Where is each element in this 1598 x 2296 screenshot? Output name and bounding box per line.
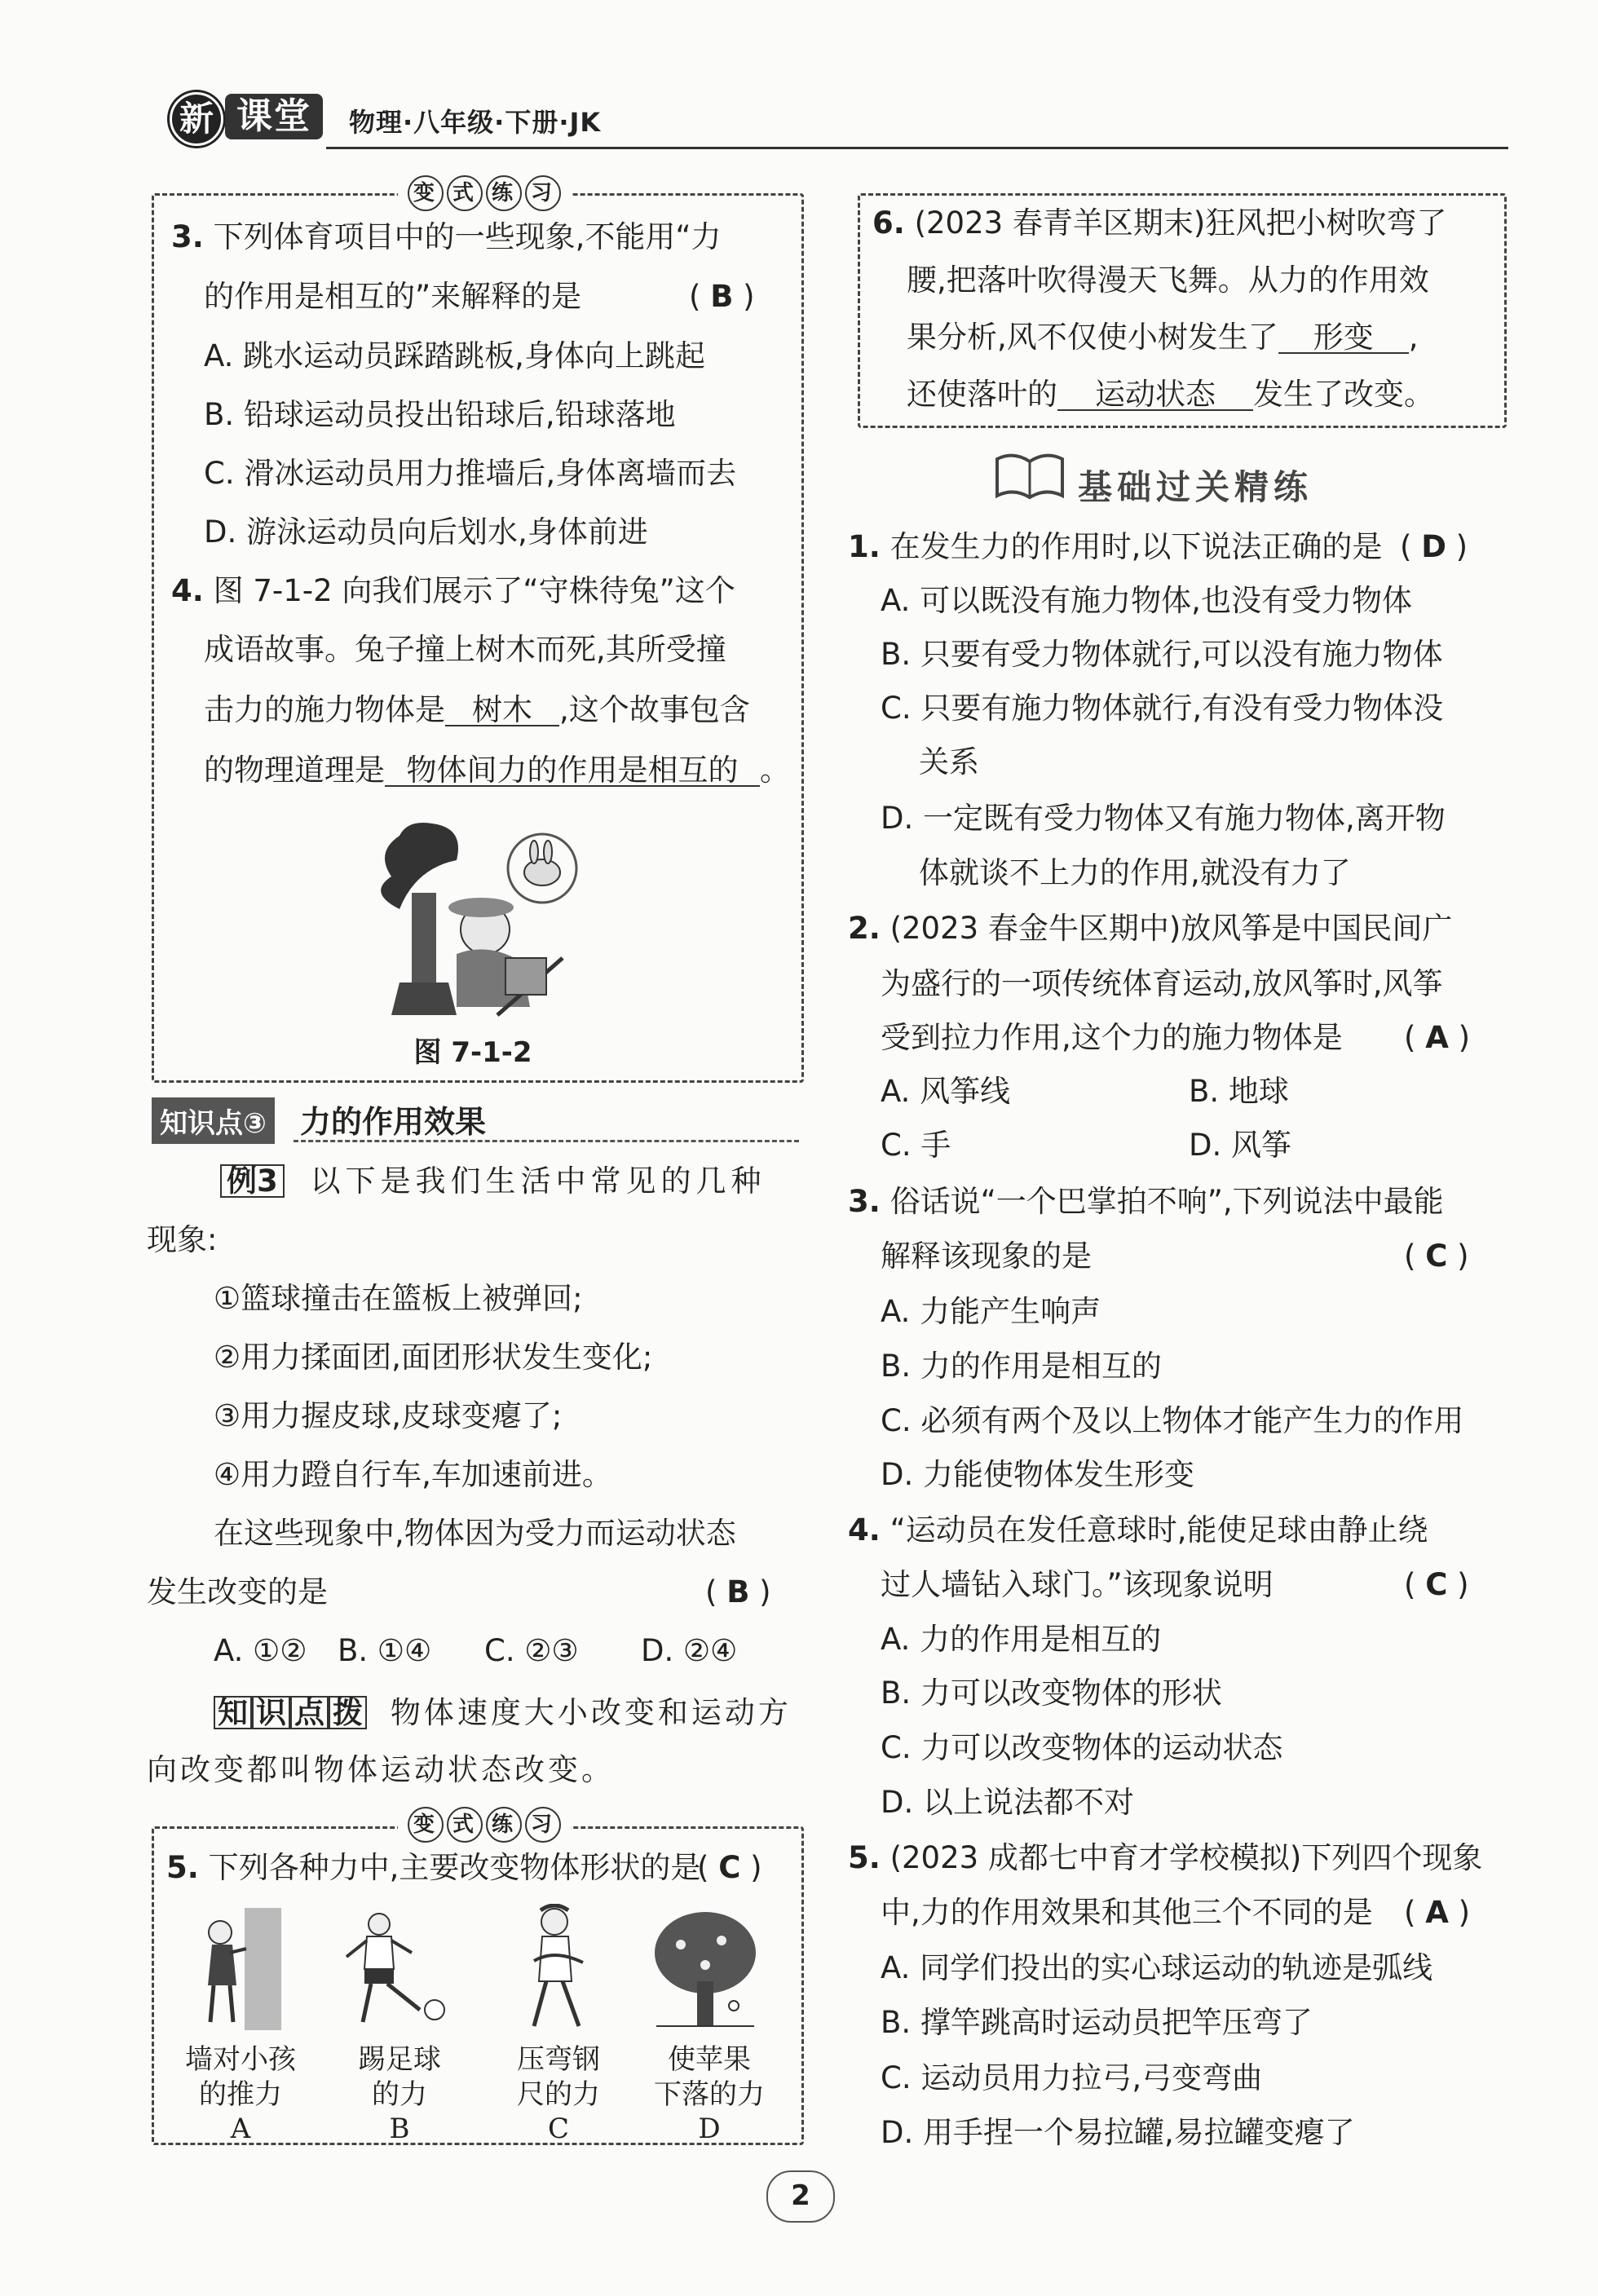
basic-q2-option-d: D. 风筝 <box>1189 1128 1292 1163</box>
basic-q2-option-b: B. 地球 <box>1189 1074 1289 1109</box>
basic-q4-line2: 过人墙钻入球门。”该现象说明 <box>881 1567 1274 1602</box>
figure-rabbit-tree-illustration <box>367 819 587 1023</box>
question-6-line1: 6. (2023 春青羊区期末)狂风把小树吹弯了 <box>872 205 1447 241</box>
option-d-caption: 使苹果 下落的力 D <box>654 2043 765 2145</box>
book-subtitle: 物理·八年级·下册·JK <box>349 107 602 138</box>
option-c-caption: 压弯钢 尺的力 C <box>517 2043 600 2145</box>
question-4-blank-1: 树木 <box>445 695 559 726</box>
basic-q3-option-b: B. 力的作用是相互的 <box>881 1349 1162 1384</box>
basic-q2-option-a: A. 风筝线 <box>881 1074 1011 1109</box>
example-3-option-a: A. ①② <box>214 1633 307 1668</box>
question-4-blank-2: 物体间力的作用是相互的 <box>385 755 760 787</box>
basic-q5-line1: 5. (2023 成都七中育才学校模拟)下列四个现象 <box>848 1840 1483 1875</box>
knowledge-tip-line2: 向改变都叫物体运动状态改变。 <box>147 1752 615 1787</box>
basic-q1-text: 1. 在发生力的作用时,以下说法正确的是 <box>848 529 1383 564</box>
example-3-line3: 在这些现象中,物体因为受力而运动状态 <box>214 1516 736 1551</box>
question-4-line2: 成语故事。兔子撞上树木而死,其所受撞 <box>204 632 726 667</box>
question-3-option-c: C. 滑冰运动员用力推墙后,身体离墙而去 <box>204 456 737 491</box>
option-c-bend-ruler-illustration <box>510 1904 607 2030</box>
question-4-line3: 击力的施力物体是 树木 ,这个故事包含 <box>204 692 750 727</box>
example-3-item-1: ①篮球撞击在篮板上被弹回; <box>214 1281 583 1316</box>
example-3-item-3: ③用力握皮球,皮球变瘪了; <box>214 1398 563 1433</box>
basic-q5-option-d: D. 用手捏一个易拉罐,易拉罐变瘪了 <box>881 2115 1355 2150</box>
variant-practice-title-2: 变 式 练 习 <box>398 1807 571 1843</box>
knowledge-point-tag: 知识点③ <box>152 1097 275 1144</box>
basic-q1-option-c-cont: 关系 <box>919 744 979 779</box>
basic-q4-option-c: C. 力可以改变物体的运动状态 <box>881 1730 1283 1765</box>
question-6-line4: 还使落叶的 运动状态 发生了改变。 <box>907 377 1434 412</box>
example-3-line4: 发生改变的是 <box>147 1574 328 1609</box>
basic-q4-option-a: A. 力的作用是相互的 <box>881 1622 1162 1657</box>
basic-q5-option-c: C. 运动员用力拉弓,弓变弯曲 <box>881 2060 1263 2095</box>
basic-q5-option-b: B. 撑竿跳高时运动员把竿压弯了 <box>881 2005 1313 2040</box>
option-b-caption: 踢足球 的力 B <box>358 2043 441 2145</box>
example-3-answer: ( B ) <box>705 1574 771 1609</box>
basic-q3-answer: ( C ) <box>1404 1239 1469 1274</box>
question-6-blank-1: 形变 <box>1278 322 1409 354</box>
basic-q1-option-c: C. 只要有施力物体就行,有没有受力物体没 <box>881 691 1444 726</box>
example-3-option-d: D. ②④ <box>641 1633 738 1668</box>
page-number: 2 <box>766 2170 835 2223</box>
figure-caption: 图 7-1-2 <box>413 1036 532 1069</box>
example-3-label: 例3 <box>220 1164 285 1198</box>
basic-q4-line1: 4. “运动员在发任意球时,能使足球由静止绕 <box>848 1512 1428 1548</box>
option-a-wall-push-illustration <box>188 1908 285 2030</box>
question-5-text: 5. 下列各种力中,主要改变物体形状的是 <box>166 1850 701 1885</box>
basic-q1-answer: ( D ) <box>1400 529 1468 564</box>
question-3-line1: 3. 下列体育项目中的一些现象,不能用“力 <box>171 219 722 254</box>
header-divider <box>326 147 1508 149</box>
basic-q2-line1: 2. (2023 春金牛区期中)放风筝是中国民间广 <box>848 911 1453 946</box>
publisher-logo <box>155 86 334 149</box>
question-3-option-d: D. 游泳运动员向后划水,身体前进 <box>204 514 648 550</box>
section-title: 基础过关精练 <box>1078 467 1313 507</box>
knowledge-point-3-heading: 知识点③ 力的作用效果 <box>152 1097 486 1144</box>
basic-q4-answer: ( C ) <box>1404 1567 1469 1602</box>
example-3-option-c: C. ②③ <box>484 1633 579 1668</box>
question-4-line1: 4. 图 7-1-2 向我们展示了“守株待兔”这个 <box>171 573 735 608</box>
option-b-kick-ball-illustration <box>330 1908 452 2030</box>
basic-q5-option-a: A. 同学们投出的实心球运动的轨迹是弧线 <box>881 1950 1433 1985</box>
basic-q1-option-d: D. 一定既有受力物体又有施力物体,离开物 <box>881 801 1446 836</box>
option-a-caption: 墙对小孩 的推力 A <box>185 2043 296 2145</box>
question-4-line4: 的物理道理是 物体间力的作用是相互的 。 <box>204 753 790 788</box>
knowledge-tip-label: 知 识 点 拨 <box>214 1695 377 1730</box>
logo-char: 新 <box>170 92 223 146</box>
question-3-option-b: B. 铅球运动员投出铅球后,铅球落地 <box>204 397 676 432</box>
question-6-blank-2: 运动状态 <box>1057 379 1253 411</box>
option-d-apple-tree-illustration <box>648 1908 762 2030</box>
basic-q2-line3: 受到拉力作用,这个力的施力物体是 <box>881 1020 1343 1055</box>
example-3-line2: 现象: <box>147 1222 218 1257</box>
basic-q5-answer: ( A ) <box>1404 1895 1471 1930</box>
basic-q1-option-d-cont: 体就谈不上力的作用,就没有力了 <box>919 855 1351 890</box>
question-3-option-a: A. 跳水运动员踩踏跳板,身体向上跳起 <box>204 338 705 373</box>
basic-q1-option-a: A. 可以既没有施力物体,也没有受力物体 <box>881 583 1412 618</box>
example-3-item-2: ②用力揉面团,面团形状发生变化; <box>214 1340 653 1375</box>
variant-practice-title-1: 变 式 练 习 <box>398 175 571 211</box>
book-icon <box>993 447 1066 504</box>
basic-q3-option-c: C. 必须有两个及以上物体才能产生力的作用 <box>881 1403 1464 1438</box>
question-3-line2: 的作用是相互的”来解释的是 <box>204 279 582 314</box>
basic-q2-line2: 为盛行的一项传统体育运动,放风筝时,风筝 <box>881 966 1443 1001</box>
basic-q3-line1: 3. 俗话说“一个巴掌拍不响”,下列说法中最能 <box>848 1184 1444 1219</box>
knowledge-point-divider <box>294 1140 799 1142</box>
question-3-answer: ( B ) <box>689 279 755 314</box>
basic-q1-option-b: B. 只要有受力物体就行,可以没有施力物体 <box>881 637 1443 672</box>
example-3-option-b: B. ①④ <box>338 1633 432 1668</box>
question-6-line3: 果分析,风不仅使小树发生了 形变 , <box>907 320 1419 355</box>
basic-q5-line2: 中,力的作用效果和其他三个不同的是 <box>881 1895 1373 1930</box>
knowledge-tip-line1: 知 识 点 拨 物体速度大小改变和运动方 <box>214 1696 792 1729</box>
example-3-line1: 例3 以下是我们生活中常见的几种 <box>220 1164 766 1198</box>
question-5-answer: ( C ) <box>697 1850 762 1885</box>
basic-q3-option-d: D. 力能使物体发生形变 <box>881 1457 1195 1492</box>
basic-q4-option-b: B. 力可以改变物体的形状 <box>881 1676 1222 1711</box>
basic-q3-option-a: A. 力能产生响声 <box>881 1294 1101 1329</box>
example-3-item-4: ④用力蹬自行车,车加速前进。 <box>214 1457 612 1492</box>
question-6-line2: 腰,把落叶吹得漫天飞舞。从力的作用效 <box>907 263 1429 298</box>
logo-text: 课堂 <box>225 94 323 139</box>
basic-q3-line2: 解释该现象的是 <box>881 1239 1092 1274</box>
basic-q4-option-d: D. 以上说法都不对 <box>881 1785 1135 1820</box>
basic-q2-option-c: C. 手 <box>881 1128 951 1163</box>
basic-q2-answer: ( A ) <box>1404 1020 1471 1055</box>
